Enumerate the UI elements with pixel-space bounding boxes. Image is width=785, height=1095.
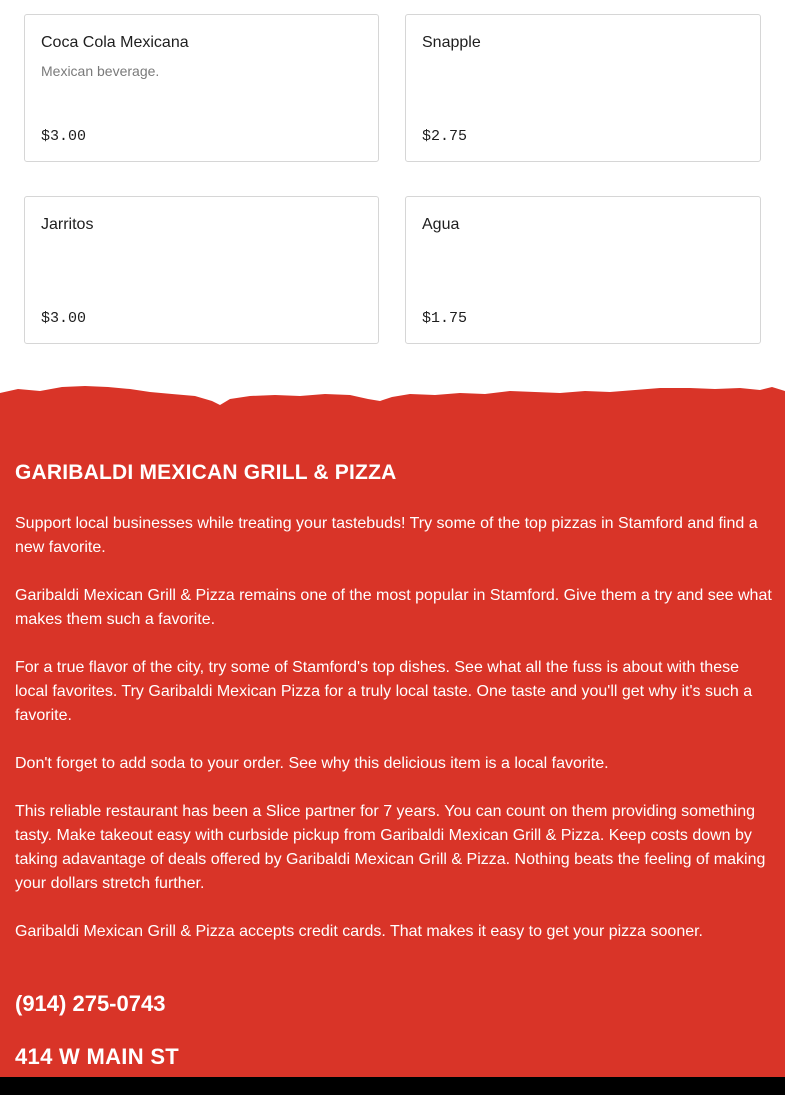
menu-item-card[interactable] <box>24 196 379 344</box>
description-paragraph: For a true flavor of the city, try some of Stamford's top dishes. See what all the fuss is about with these local favorites. Try Garibaldi Mexican Pizza for a truly local taste. One taste and you'll get why it's such a favorite. <box>15 659 753 724</box>
menu-item-card[interactable] <box>24 14 379 162</box>
phone-link[interactable]: (914) 275-0743 <box>15 991 166 1016</box>
menu-item-description: Mexican beverage. <box>41 63 160 79</box>
menu-item-price: $1.75 <box>422 310 468 327</box>
menu-item-price: $3.00 <box>41 128 87 145</box>
description-paragraph: Don't forget to add soda to your order. See why this delicious item is a local favorite. <box>15 755 609 772</box>
restaurant-address: 414 W MAIN ST <box>15 1044 180 1069</box>
menu-item-name: Coca Cola Mexicana <box>41 34 189 51</box>
menu-item-card[interactable] <box>405 196 761 344</box>
menu-item-name: Agua <box>422 216 460 233</box>
description-paragraph: This reliable restaurant has been a Slice partner for 7 years. You can count on them providing something tasty. Make takeout easy with curbside pickup from Garibaldi Mexican Grill & Pizza. Keep costs down by taking adavantage of deals offered by Garibaldi Mexican Grill & Pizza. Nothing beats the feeling of making your dollars stretch further. <box>15 803 766 892</box>
menu-item-price: $3.00 <box>41 310 87 327</box>
restaurant-title: GARIBALDI MEXICAN GRILL & PIZZA <box>15 461 397 484</box>
bottom-bar <box>0 1077 785 1095</box>
menu-items-grid <box>0 0 785 380</box>
menu-item-card[interactable] <box>405 14 761 162</box>
restaurant-description <box>15 512 773 968</box>
description-paragraph: Garibaldi Mexican Grill & Pizza remains one of the most popular in Stamford. Give them a try and see what makes them such a favorite. <box>15 587 772 628</box>
menu-item-price: $2.75 <box>422 128 468 145</box>
description-paragraph: Garibaldi Mexican Grill & Pizza accepts credit cards. That makes it easy to get your pizza sooner. <box>15 923 703 940</box>
restaurant-info-footer <box>0 383 785 1077</box>
menu-item-name: Snapple <box>422 34 481 51</box>
menu-item-name: Jarritos <box>41 216 94 233</box>
description-paragraph: Support local businesses while treating your tastebuds! Try some of the top pizzas in Stamford and find a new favorite. <box>15 515 758 556</box>
